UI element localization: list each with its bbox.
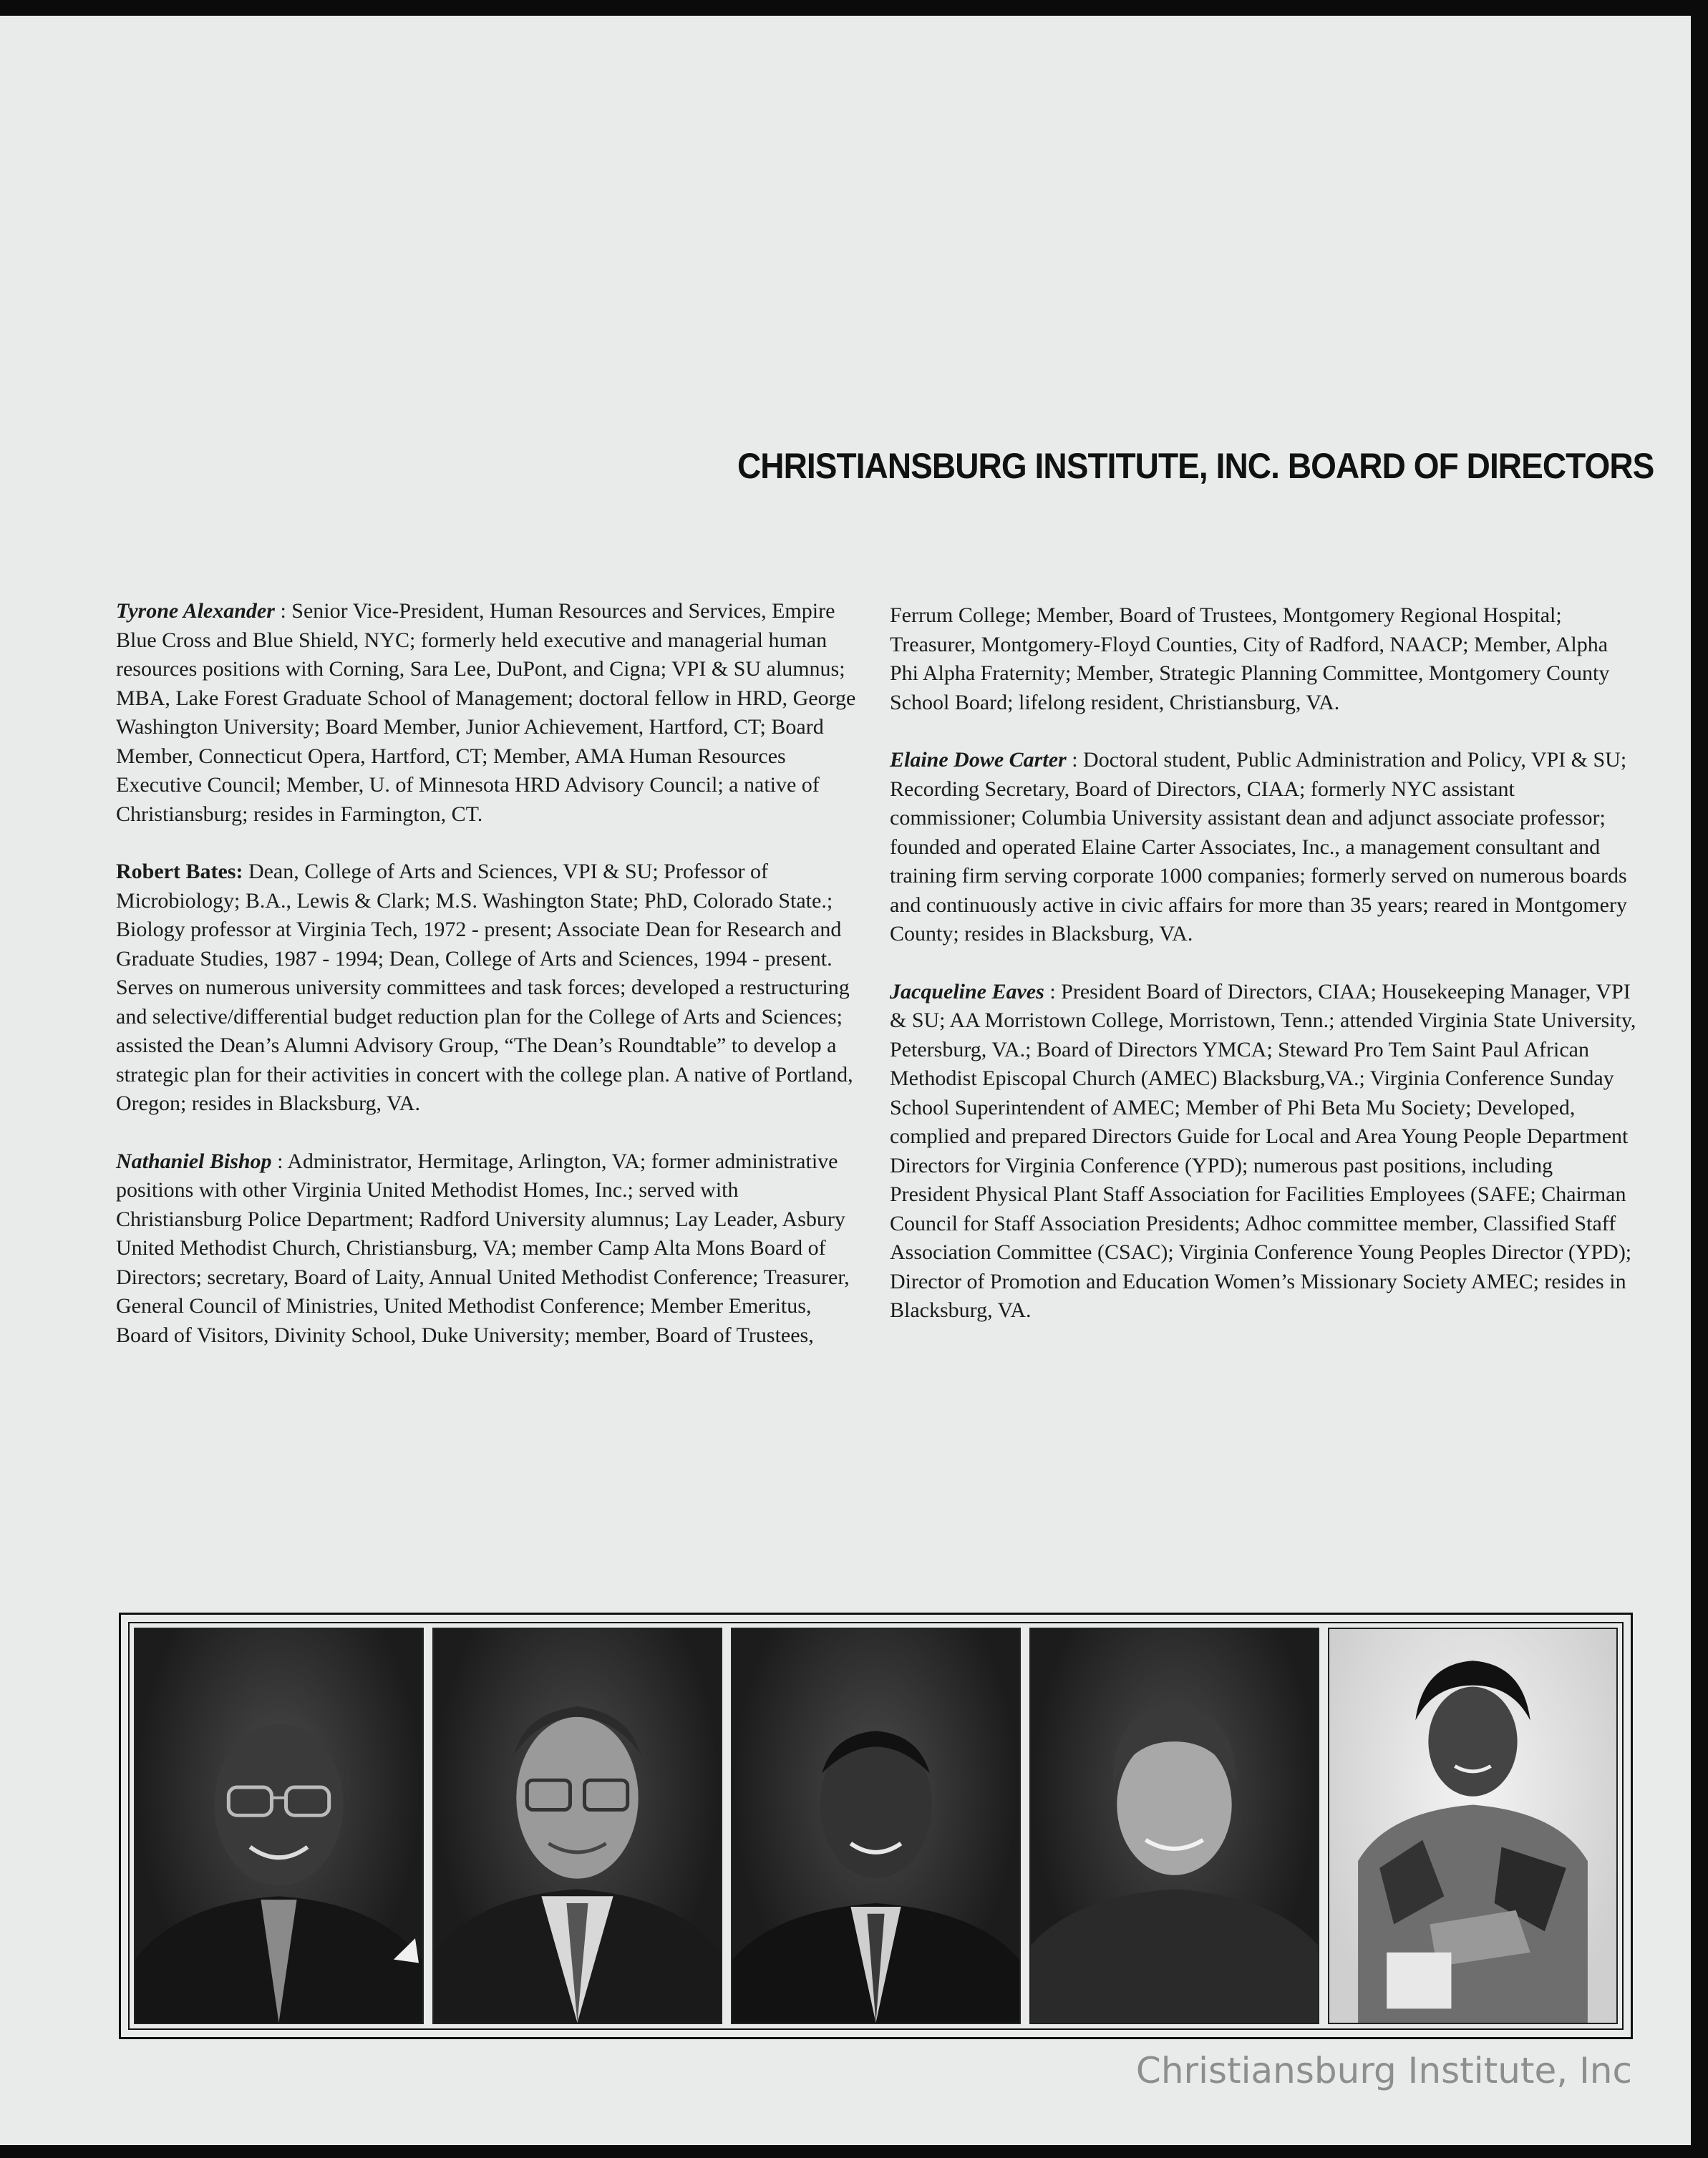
bio-entry [890, 746, 1638, 949]
bio-text: Doctoral student, Public Administration and Policy, VPI & SU; Recording Secretary, Board of Directors, CIAA; formerly NYC assistant commissioner; Columbia University assistant dean and adjunct associate professor; founded and operated Elaine Carter Associates, Inc., a management consultant and training firm serving corporate 1000 companies; formerly served on numerous boards and continuously active in civic affairs for more than 35 years; reared in Montgomery County; resides in Blacksburg, VA. [890, 748, 1627, 946]
bio-separator: : [1066, 748, 1084, 772]
portrait-photo [1328, 1628, 1618, 2024]
bio-separator: : [271, 1149, 288, 1173]
bio-separator: : [274, 599, 292, 623]
portrait-photo [1029, 1628, 1319, 2024]
bio-entry [116, 1147, 866, 1351]
bio-name: Tyrone Alexander [116, 599, 275, 623]
portrait-strip-inner [128, 1622, 1624, 2030]
bio-name: Jacqueline Eaves [890, 979, 1044, 1003]
bio-entry [116, 597, 866, 829]
bio-entry [890, 978, 1638, 1326]
bio-column-right [890, 601, 1638, 1354]
watermark-text: Christiansburg Institute, Inc [1135, 2050, 1632, 2091]
bio-text: President Board of Directors, CIAA; Housekeeping Manager, VPI & SU; AA Morristown College, Morristown, Tenn.; attended Virginia State University, Petersburg, VA.; Board of Directors YMCA; Steward Pro Tem Saint Paul African Methodist Episcopal Church (AMEC) Blacksburg,VA.; Virginia Conference Sunday School Superintendent of AMEC; Member of Phi Beta Mu Society; Developed, complied and prepared Directors Guide for Local and Area Young People Department Directors for Virginia Conference (YPD); numerous past positions, including President Physical Plant Staff Association for Facilities Employees (SAFE; Chairman Council for Staff Association Presidents; Adhoc committee member, Classified Staff Association Committee (CSAC); Virginia Conference Young Peoples Director (YPD); Director of Promotion and Education Women’s Missionary Society AMEC; resides in Blacksburg, VA. [890, 979, 1636, 1322]
bio-entry [116, 857, 866, 1119]
bio-column-left [116, 597, 866, 1379]
bio-text: Dean, College of Arts and Sciences, VPI & SU; Professor of Microbiology; B.A., Lewis & Clark; M.S. Washington State; PhD, Colorado State.; Biology professor at Virginia Tech, 1972 - present; Associate Dean for Research and Graduate Studies, 1987 - 1994; Dean, College of Arts and Sciences, 1994 - present. Serves on numerous university committees and task forces; developed a restructuring and selective/differential budget reduction plan for the College of Arts and Sciences; assisted the Dean’s Alumni Advisory Group, “The Dean’s Roundtable” to develop a strategic plan for their activities in concert with the college plan. A native of Portland, Oregon; resides in Blacksburg, VA. [116, 860, 853, 1115]
page-title: CHRISTIANSBURG INSTITUTE, INC. BOARD OF DIRECTORS [737, 446, 1654, 486]
portrait-figure [732, 1629, 1019, 2023]
portrait-strip [119, 1613, 1633, 2039]
portrait-figure [1329, 1629, 1616, 2023]
bio-separator [243, 860, 248, 883]
bio-text: Senior Vice-President, Human Resources and Services, Empire Blue Cross and Blue Shield, NYC; formerly held executive and managerial human resources positions with Corning, Sara Lee, DuPont, and Cigna; VPI & SU alumnus; MBA, Lake Forest Graduate School of Management; doctoral fellow in HRD, George Washington University; Board Member, Junior Achievement, Hartford, CT; Board Member, Connecticut Opera, Hartford, CT; Member, AMA Human Resources Executive Council; Member, U. of Minnesota HRD Advisory Council; a native of Christiansburg; resides in Farmington, CT. [116, 599, 856, 826]
portrait-photo [731, 1628, 1021, 2024]
bio-entry-continued [890, 601, 1638, 717]
bio-text: Ferrum College; Member, Board of Trustees, Montgomery Regional Hospital; Treasurer, Montgomery-Floyd Counties, City of Radford, NAACP; Member, Alpha Phi Alpha Fraternity; Member, Strategic Planning Committee, Montgomery County School Board; lifelong resident, Christiansburg, VA. [890, 603, 1610, 714]
portrait-photo [432, 1628, 722, 2024]
document-page [0, 16, 1691, 2145]
portrait-figure [1031, 1629, 1318, 2023]
portrait-figure [434, 1629, 721, 2023]
bio-text: Administrator, Hermitage, Arlington, VA; former administrative positions with other Virginia United Methodist Homes, Inc.; served with Christiansburg Police Department; Radford University alumnus; Lay Leader, Asbury United Methodist Church, Christiansburg, VA; member Camp Alta Mons Board of Directors; secretary, Board of Laity, Annual United Methodist Conference; Treasurer, General Council of Ministries, United Methodist Conference; Member Emeritus, Board of Visitors, Divinity School, Duke University; member, Board of Trustees, [116, 1149, 850, 1347]
bio-separator: : [1044, 979, 1062, 1003]
bio-name: Nathaniel Bishop [116, 1149, 272, 1173]
portrait-figure [135, 1629, 422, 2023]
bio-name: Elaine Dowe Carter [890, 748, 1067, 772]
bio-name: Robert Bates: [116, 860, 243, 883]
portrait-photo [134, 1628, 424, 2024]
